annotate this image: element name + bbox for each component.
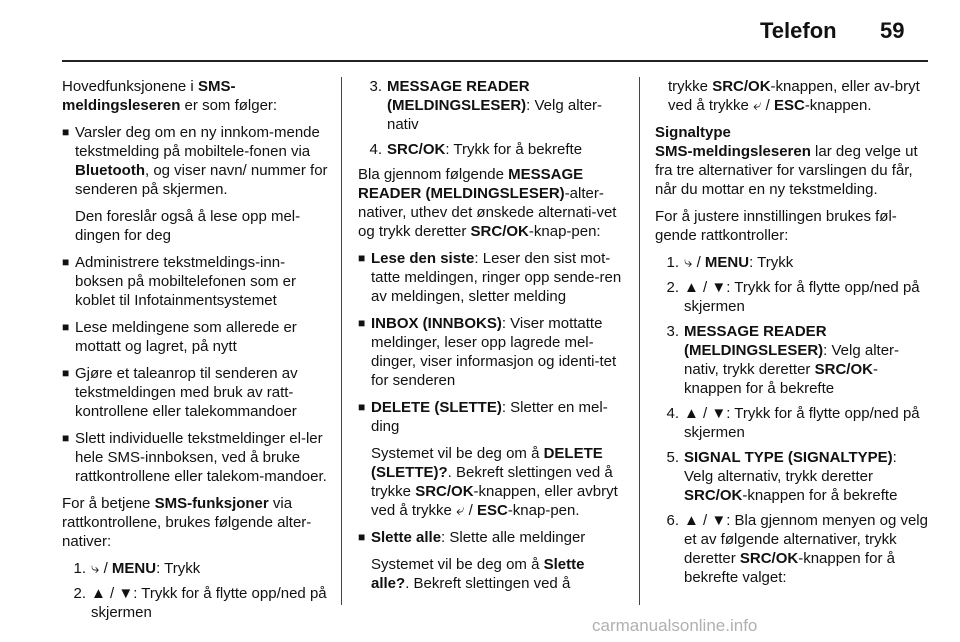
bullet-item: ■ DELETE (SLETTE): Sletter en mel-ding (358, 399, 608, 435)
column-divider-2 (639, 77, 640, 605)
bullet-subtext: Systemet vil be deg om å DELETE (SLETTE)?. Bekreft slettingen ved å trykke SRC/OK-knappen, eller avbryt ved å trykke ⤶ / ESC-knap-pen. (371, 445, 618, 519)
bullet-subtext: Systemet vil be deg om å Slette alle?. Bekreft slettingen ved å (371, 556, 585, 592)
bullet-item: ■ Administrere tekstmeldings-inn-boksen på mobiltelefonen som er koblet til Infotainmentsystemet (62, 254, 296, 309)
column-3 (655, 77, 930, 593)
step-item: 1. ⤷ / MENU: Trykk (666, 254, 794, 271)
step-item: 5. SIGNAL TYPE (SIGNALTYPE): Velg alternativ, trykk deretter SRC/OK-knappen for å bekrefte (666, 449, 898, 504)
adjust-paragraph: For å justere innstillingen brukes føl-gende rattkontroller: (655, 208, 897, 244)
bullet-item: ■ Varsler deg om en ny innkom-mende tekstmelding på mobiltele-fonen via Bluetooth, og viser navn/ nummer for senderen på skjermen. (62, 124, 328, 198)
step-item: 4. SRC/OK: Trykk for å bekrefte (369, 141, 583, 158)
column-1 (62, 77, 328, 628)
step-item: 6. ▲ / ▼: Bla gjennom menyen og velg et av følgende alternativer, trykk deretter SRC/OK-knappen for å bekrefte valget: (666, 512, 928, 586)
step-item: 2. ▲ / ▼: Trykk for å flytte opp/ned på skjermen (73, 585, 327, 621)
step-item: 4. ▲ / ▼: Trykk for å flytte opp/ned på skjermen (666, 405, 920, 441)
bullet-item: ■ Gjøre et taleanrop til senderen av tekstmeldingen med bruk av ratt-kontrollene eller talekommandoer (62, 365, 298, 420)
operation-paragraph: For å betjene SMS-funksjoner via rattkontrollene, brukes følgende alter-nativer: (62, 495, 312, 550)
phone-icon: ⤷ (684, 254, 693, 271)
page-number: 59 (880, 18, 905, 43)
bullet-subtext: Den foreslår også å lese opp mel-dingen for deg (75, 208, 301, 244)
browse-paragraph: Bla gjennom følgende MESSAGE READER (MELDINGSLESER)-alter-nativer, uthev det ønskede alternati-vet og trykk deretter SRC/OK-knap-pen: (358, 166, 617, 240)
page-title: Telefon (760, 18, 837, 43)
signal-paragraph: SMS-meldingsleseren lar deg velge ut fra tre alternativer for varslingen du får, når du mottar en ny tekstmelding. (655, 143, 918, 198)
watermark: carmanualsonline.info (592, 616, 758, 635)
back-icon: ⤶ (753, 97, 762, 114)
phone-icon: ⤷ (91, 560, 100, 577)
column-divider-1 (341, 77, 342, 605)
bullet-item: ■ Lese den siste: Leser den sist mot-tatte meldingen, ringer opp sende-ren av meldingen, sletter melding (358, 250, 622, 305)
step-item: 3. MESSAGE READER (MELDINGSLESER): Velg alter-nativ (369, 78, 603, 133)
back-icon: ⤶ (456, 502, 465, 519)
step-item: 3. MESSAGE READER (MELDINGSLESER): Velg alter-nativ, trykk deretter SRC/OK-knappen for å bekrefte (666, 323, 900, 397)
intro-paragraph: Hovedfunksjonene i SMS-meldingsleseren er som følger: (62, 78, 278, 114)
bullet-item: ■ Lese meldingene som allerede er mottatt og lagret, på nytt (62, 319, 297, 355)
bullet-item: ■ INBOX (INNBOKS): Viser mottatte meldinger, leser opp lagrede mel-dinger, viser informasjon og identi-tet for senderen (358, 315, 617, 389)
bullet-item: ■ Slett individuelle tekstmeldinger el-ler hele SMS-innboksen, ved å bruke rattkontrollene eller talekom-mandoer. (62, 430, 327, 485)
section-heading: Signaltype (655, 124, 731, 141)
step-item: 2. ▲ / ▼: Trykk for å flytte opp/ned på skjermen (666, 279, 920, 315)
header-divider (62, 60, 928, 62)
bullet-item: ■ Slette alle: Slette alle meldinger (358, 529, 586, 546)
continued-text: trykke SRC/OK-knappen, eller av-bryt ved å trykke ⤶ / ESC-knappen. (668, 78, 920, 114)
column-2 (358, 77, 626, 601)
step-item: 1. ⤷ / MENU: Trykk (73, 560, 201, 577)
